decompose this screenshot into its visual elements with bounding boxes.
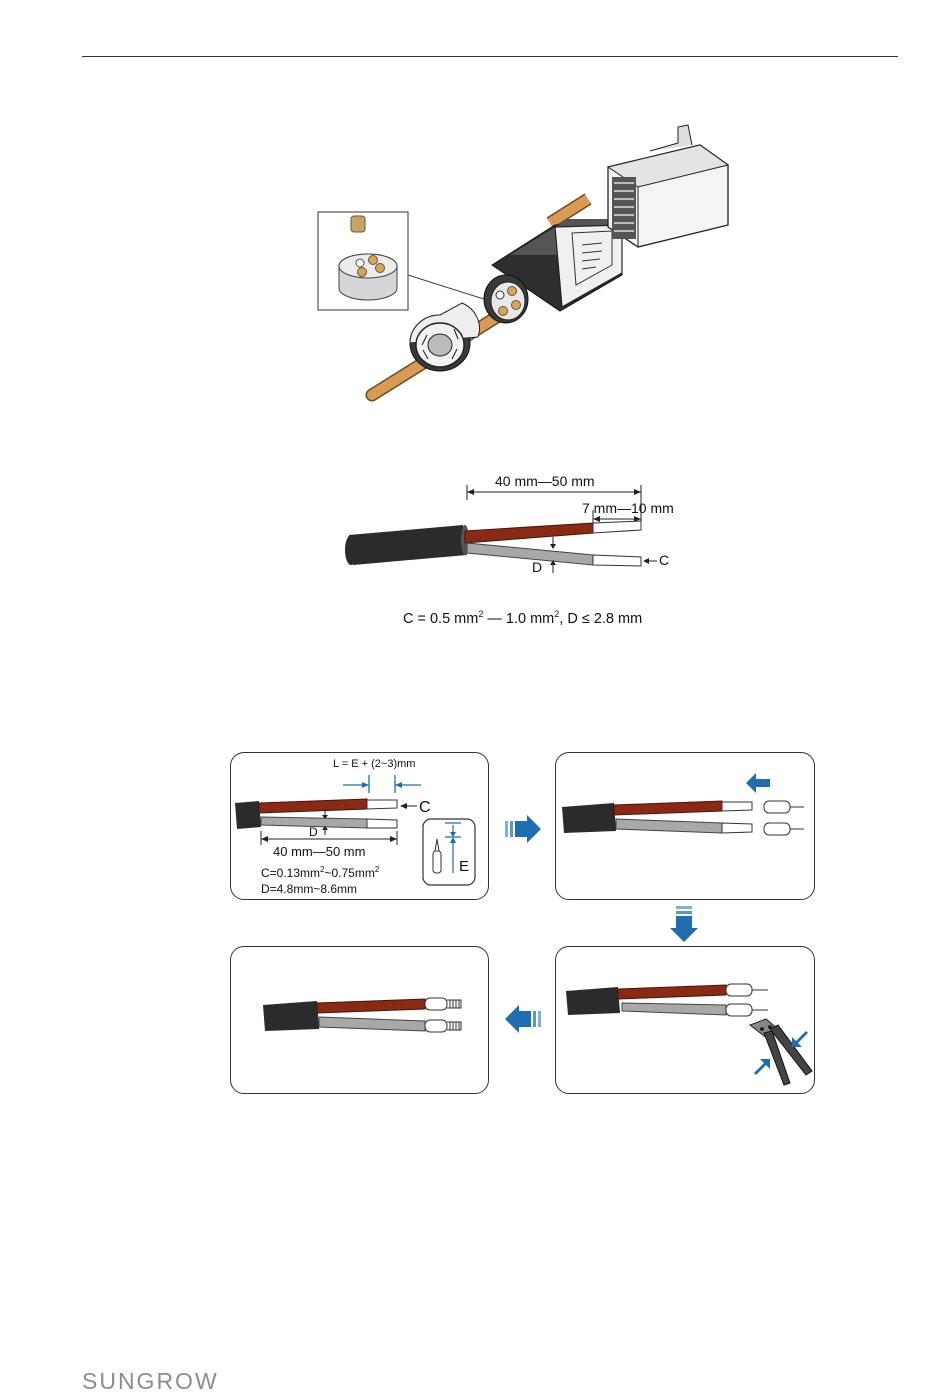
ferrule-inset [423, 819, 475, 885]
dim-label-ab: 40 mm—50 mm [495, 473, 595, 489]
spec-d: D=4.8mm~8.6mm [261, 882, 358, 896]
red-core [465, 523, 593, 543]
step-3-panel [555, 946, 815, 1094]
spec-c: $C=0.13mm^2\sim 0.75mm^2$ [261, 865, 380, 880]
cable-sheath [235, 801, 261, 829]
cable-sheath [263, 1001, 319, 1031]
crimped-ferrule-2 [425, 1020, 447, 1032]
header-rule [82, 56, 898, 57]
inset-leader-line [408, 275, 490, 301]
connector-housing [484, 219, 622, 323]
terminal-block [608, 125, 728, 247]
step-2-panel [555, 752, 815, 900]
cable-sheath [349, 525, 467, 565]
ferrule-2 [726, 1004, 752, 1016]
inset-seal-plug [351, 216, 365, 232]
swivel-nut [410, 303, 479, 371]
crimping-tool-icon [750, 1019, 812, 1085]
formula-label: L = E + (2~3)mm [333, 758, 416, 770]
ferrule-1 [726, 984, 752, 996]
ferrule-2 [764, 823, 804, 835]
cable-sheath [562, 803, 616, 833]
press-arrow-icon [792, 1031, 808, 1047]
stripping-dimension-illustration [335, 465, 705, 640]
grey-core [467, 543, 593, 565]
label-d: D [532, 559, 543, 575]
step-1-panel [230, 752, 489, 900]
arrow-down-icon [670, 906, 698, 942]
label-e: E [459, 858, 470, 875]
ferrule-1 [764, 801, 804, 813]
dim-label-ab: 40 mm—50 mm [273, 844, 366, 859]
label-c: C [659, 552, 670, 568]
spec-line: C = 0.5 $mm^2$ — 1.0 $mm^2$, D ≤ 2.8 mm [403, 609, 643, 627]
press-arrow-icon [754, 1059, 770, 1075]
connector-assembly-illustration [300, 115, 740, 410]
sungrow-logo: SUNGROW [82, 1368, 219, 1394]
label-c: C [419, 799, 431, 816]
arrow-left-icon [505, 1005, 541, 1033]
dim-label-strip: 7 mm—10 mm [582, 500, 674, 516]
label-d: D [309, 825, 318, 839]
crimped-ferrule-1 [425, 998, 447, 1010]
arrow-left-icon [746, 773, 770, 793]
arrow-right-icon [505, 815, 541, 843]
cable-sheath [566, 987, 620, 1015]
step-4-panel [230, 946, 489, 1094]
red-core-stripped [593, 521, 641, 533]
inset-seal-top [339, 254, 397, 278]
